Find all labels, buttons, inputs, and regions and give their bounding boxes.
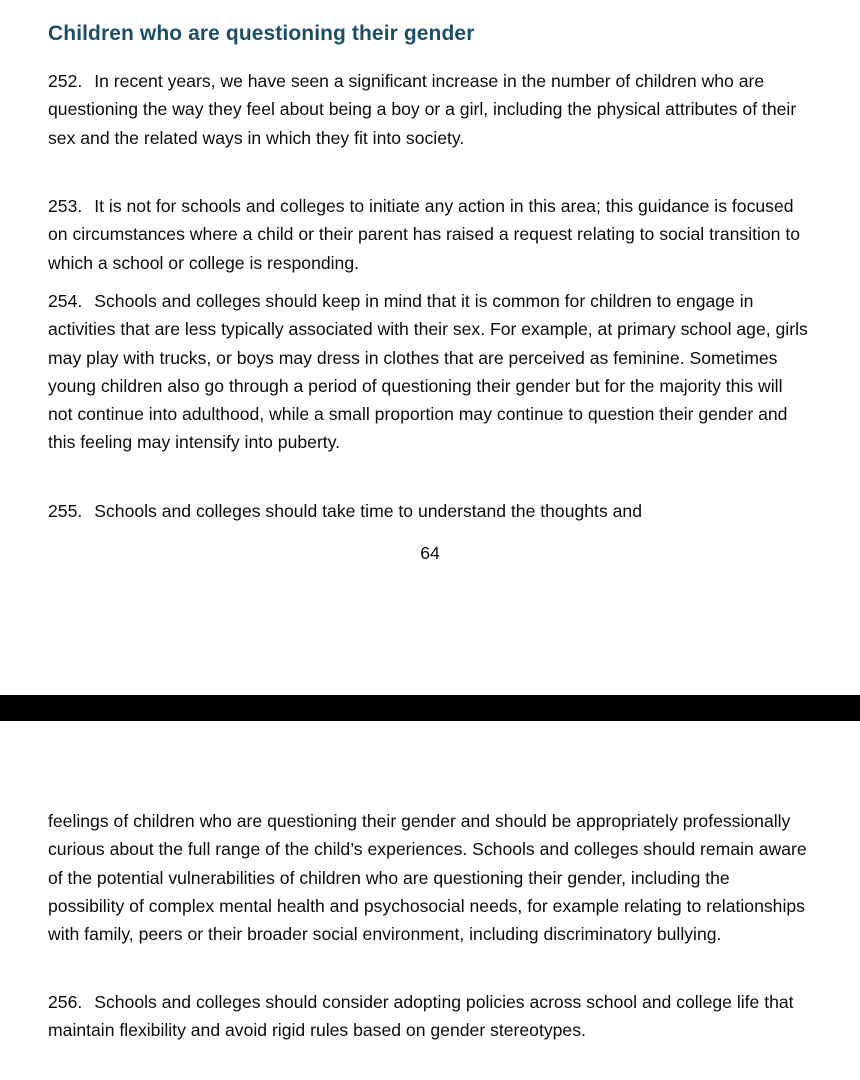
paragraph-number: 256. — [48, 992, 83, 1012]
paragraph-text: Schools and colleges should take time to understand the thoughts and — [94, 501, 642, 521]
paragraph-text: Schools and colleges should consider adopting policies across school and college life that maintain flexibility and avoid rigid rules based on gender stereotypes. — [48, 992, 794, 1041]
paragraph-text: Schools and colleges should keep in mind that it is common for children to engage in activities that are less typically associated with their sex. For example, at primary school age, girls may play with trucks, or boys may dress in clothes that are perceived as feminine. Sometimes young children also go through a period of questioning their gender but for the majority this will not continue into adulthood, while a small proportion may continue to question their gender and this feeling may intensify into puberty. — [48, 291, 808, 453]
paragraph-253 — [48, 192, 808, 277]
page-divider — [0, 695, 860, 721]
paragraph-number: 253. — [48, 196, 83, 216]
paragraph-text: It is not for schools and colleges to initiate any action in this area; this guidance is focused on circumstances where a child or their parent has raised a request relating to social transition to which a school or college is responding. — [48, 196, 801, 273]
paragraph-number: 255. — [48, 501, 83, 521]
document-page-bottom — [0, 721, 860, 1080]
paragraph-text: In recent years, we have seen a significant increase in the number of children who are questioning the way they feel about being a boy or a girl, including the physical attributes of their sex and the related ways in which they fit into society. — [48, 71, 797, 148]
paragraph-255-continued: feelings of children who are questioning their gender and should be appropriately professionally curious about the full range of the child’s experiences. Schools and colleges should remain aware of the potential vulnerabilities of children who are questioning their gender, including the possibility of complex mental health and psychosocial needs, for example relating to relationships with family, peers or their broader social environment, including discriminatory bullying. — [48, 811, 807, 945]
paragraph-255 — [48, 497, 808, 525]
paragraph-number: 254. — [48, 291, 83, 311]
paragraph-256 — [48, 988, 808, 1045]
paragraph-254 — [48, 287, 808, 457]
page-number: 64 — [420, 543, 440, 563]
section-heading: Children who are questioning their gender — [48, 22, 475, 45]
paragraph-252 — [48, 67, 808, 152]
paragraph-number: 252. — [48, 71, 83, 91]
